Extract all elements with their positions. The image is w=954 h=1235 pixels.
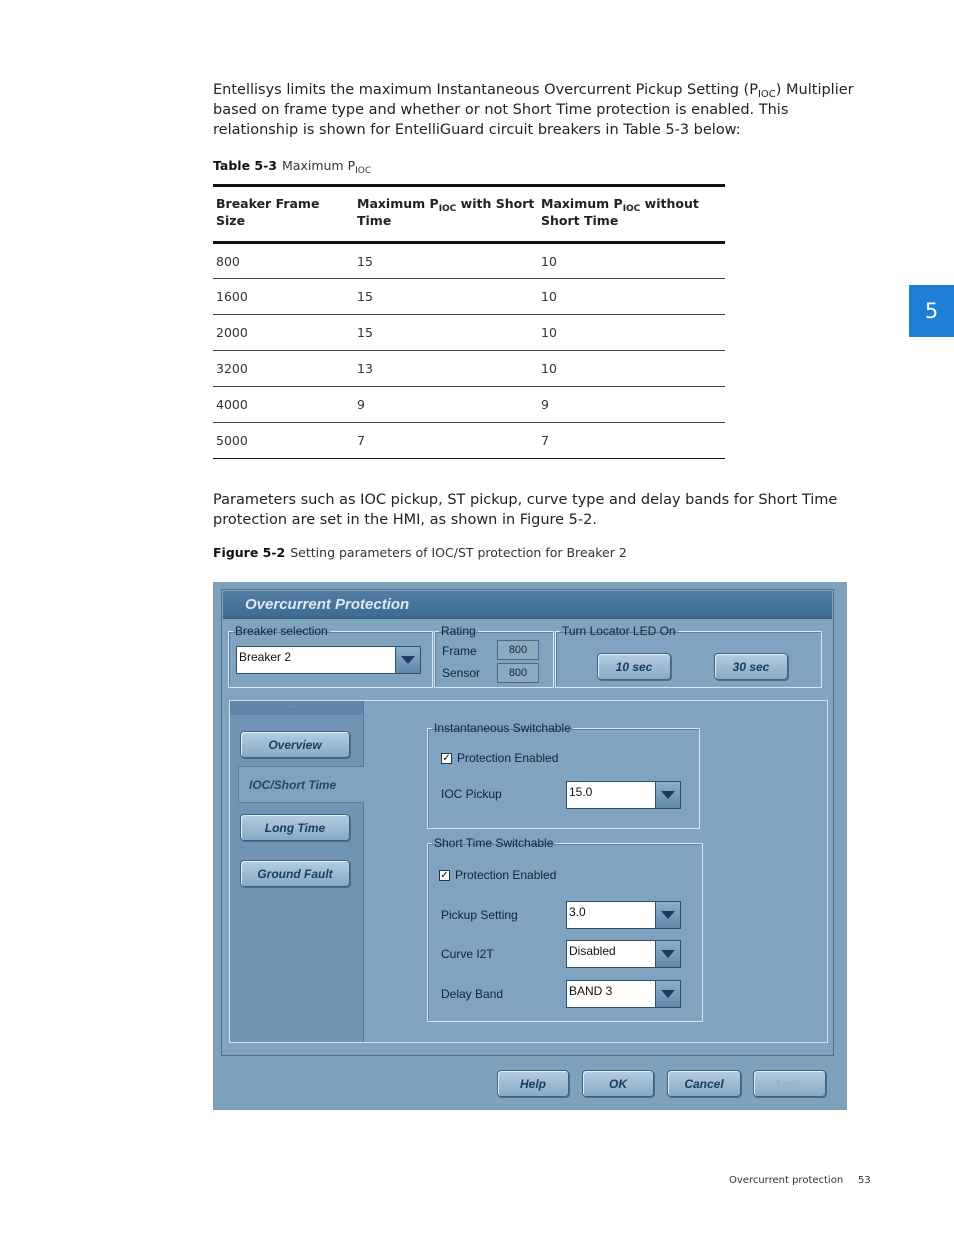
instantaneous-legend: Instantaneous Switchable xyxy=(434,721,571,735)
breaker-select-value: Breaker 2 xyxy=(239,650,292,664)
hmi-screenshot xyxy=(213,582,847,1110)
instantaneous-group xyxy=(427,722,700,829)
st-pickup-select[interactable] xyxy=(566,901,681,929)
checkmark-icon: ✓ xyxy=(440,869,449,881)
chevron-down-icon[interactable] xyxy=(395,647,420,673)
header-with-short-time: Maximum $P_{IOC}$ with Short Time xyxy=(354,186,538,243)
locator-led-legend: Turn Locator LED On xyxy=(562,624,676,638)
chevron-down-icon[interactable] xyxy=(655,941,680,967)
locator-10-sec-button[interactable]: 10 sec xyxy=(597,653,671,680)
table-caption: Table 5-3 Maximum $P_{IOC}$ xyxy=(213,158,372,176)
ioc-protection-enabled-label: Protection Enabled xyxy=(457,751,559,765)
breaker-selection-legend: Breaker selection xyxy=(235,624,328,638)
frame-label: Frame xyxy=(442,644,477,658)
curve-i2t-label: Curve I2T xyxy=(441,947,494,961)
sensor-label: Sensor xyxy=(442,666,481,680)
intro-paragraph: Entellisys limits the maximum Instantaneous Overcurrent Pickup Setting $(P_{IOC})$ Multiplier based on frame type and whether or not Short Time protection is enabled. This relationship is shown for EntelliGuard circuit breakers in Table 5-3 below: xyxy=(213,82,854,138)
delay-band-value: BAND 3 xyxy=(569,984,613,998)
delay-band-label: Delay Band xyxy=(441,987,504,1001)
protection-panel xyxy=(229,700,828,1043)
ioc-pickup-select[interactable] xyxy=(566,781,681,809)
window-title: Overcurrent Protection xyxy=(245,596,410,613)
footer-section-title: Overcurrent protection xyxy=(729,1175,844,1186)
tab-ioc-short-time[interactable] xyxy=(238,766,364,803)
cancel-button[interactable]: Cancel xyxy=(667,1070,741,1097)
checkmark-icon: ✓ xyxy=(442,752,451,764)
table-row: 2000 15 10 xyxy=(213,315,725,351)
tab-ioc-short-time-label: IOC/Short Time xyxy=(249,778,337,792)
st-protection-enabled-checkbox[interactable] xyxy=(439,868,556,882)
table-row: 3200 13 10 xyxy=(213,351,725,387)
header-breaker-frame-size: Breaker Frame Size xyxy=(213,186,354,243)
window-titlebar xyxy=(223,591,832,619)
chevron-down-icon[interactable] xyxy=(655,981,680,1007)
short-time-legend: Short Time Switchable xyxy=(434,836,554,850)
sidebar-header: · · · · xyxy=(230,701,363,715)
figure-caption: Figure 5-2 Setting parameters of IOC/ST protection for Breaker 2 xyxy=(213,545,627,560)
tab-overview[interactable]: Overview xyxy=(240,731,350,758)
table-row: 4000 9 9 xyxy=(213,387,725,423)
protection-sidebar xyxy=(230,701,364,1042)
tab-long-time[interactable]: Long Time xyxy=(240,814,350,841)
delay-band-select[interactable] xyxy=(566,980,681,1008)
st-pickup-value: 3.0 xyxy=(569,905,586,919)
ioc-pickup-label: IOC Pickup xyxy=(441,787,502,801)
table-row: 1600 15 10 xyxy=(213,279,725,315)
table-row: 800 15 10 xyxy=(213,243,725,279)
sensor-value: 800 xyxy=(497,663,539,683)
st-pickup-label: Pickup Setting xyxy=(441,908,518,922)
tab-ground-fault[interactable]: Ground Fault xyxy=(240,860,350,887)
table-row: 5000 7 7 xyxy=(213,423,725,459)
breaker-select[interactable] xyxy=(236,646,421,674)
chevron-down-icon[interactable] xyxy=(655,782,680,808)
max-pioc-table xyxy=(213,184,725,459)
ioc-protection-enabled-checkbox[interactable] xyxy=(441,751,558,765)
frame-value: 800 xyxy=(497,640,539,660)
curve-i2t-select[interactable] xyxy=(566,940,681,968)
ok-button[interactable]: OK xyxy=(582,1070,654,1097)
help-button[interactable]: Help xyxy=(497,1070,569,1097)
page-number: 53 xyxy=(858,1175,871,1186)
chapter-tab: 5 xyxy=(909,285,954,337)
ioc-pickup-value: 15.0 xyxy=(569,785,593,799)
rating-legend: Rating xyxy=(441,624,476,638)
header-without-short-time: Maximum $P_{IOC}$ without Short Time xyxy=(538,186,725,243)
curve-i2t-value: Disabled xyxy=(569,944,616,958)
chevron-down-icon[interactable] xyxy=(655,902,680,928)
st-protection-enabled-label: Protection Enabled xyxy=(455,868,557,882)
apply-button[interactable]: Apply xyxy=(753,1070,826,1097)
overcurrent-protection-window xyxy=(221,589,834,1056)
parameters-paragraph: Parameters such as IOC pickup, ST pickup, curve type and delay bands for Short Time protection are set in the HMI, as shown in Figure 5-2. xyxy=(213,492,838,528)
locator-30-sec-button[interactable]: 30 sec xyxy=(714,653,788,680)
